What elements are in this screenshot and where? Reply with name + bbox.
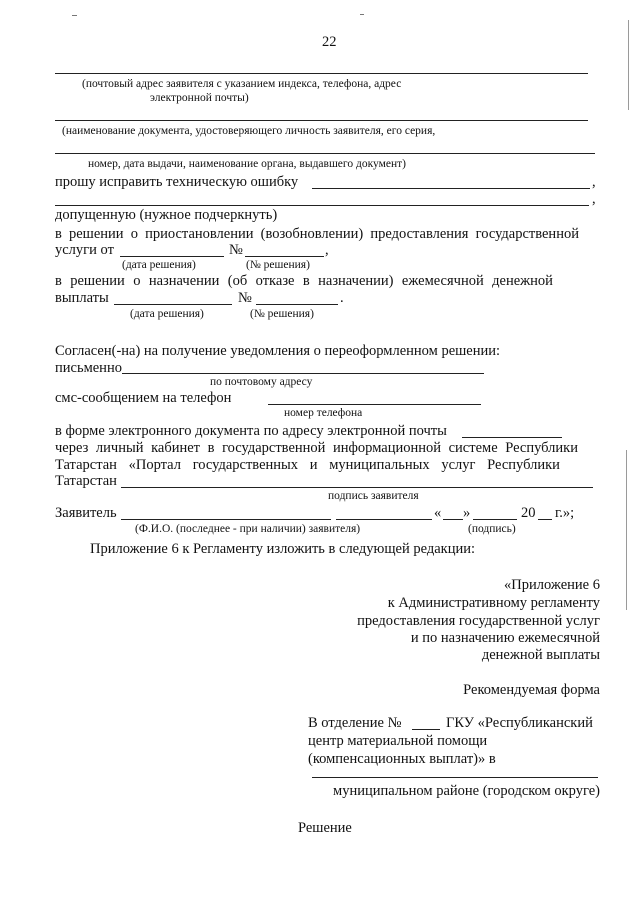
email-line[interactable] [462,437,562,438]
suspension-date-line[interactable] [120,256,224,257]
department-prefix: В отделение № [308,715,402,731]
tatarstan-label: Татарстан [55,473,117,489]
address-caption: электронной почты) [150,92,249,104]
word: (возобновлении) [260,226,364,242]
signature-caption: подпись заявителя [328,490,419,502]
consent-title: Согласен(-на) на получение уведомления о переоформленном решении: [55,343,501,359]
assignment-number-line[interactable] [256,304,338,305]
scan-speck [72,15,77,16]
word: ежемесячной [401,273,484,289]
day-line[interactable] [443,519,463,520]
address-line[interactable] [55,73,588,74]
phone-caption: номер телефона [284,407,363,419]
word: Республики [487,457,560,473]
department-number-line[interactable] [412,729,440,730]
word: приостановлении [145,226,254,242]
word: в [302,273,310,289]
word: (об [227,273,248,289]
assignment-option[interactable] [55,273,553,289]
word: денежной [492,273,553,289]
postal-address-line[interactable] [122,373,484,374]
recommended-form-label: Рекомендуемая форма [463,682,600,698]
page-number: 22 [322,34,337,50]
applicant-sign-line[interactable] [336,519,432,520]
identity-caption: номер, дата выдачи, наименование органа, выдавшего документ) [88,158,406,170]
month-line[interactable] [473,519,517,520]
quote-open: « [434,505,442,521]
name-caption: (Ф.И.О. (последнее - при наличии) заявителя) [135,523,361,535]
electronic-label: в форме электронного документа по адресу электронной почты [55,423,447,439]
suspension-option[interactable] [55,226,579,242]
page-edge-shadow [628,20,629,110]
word: предоставления [370,226,469,242]
word: личный [95,440,144,456]
cabinet-option[interactable] [55,440,578,456]
service-from-label: услуги от [55,242,114,258]
committed-label: допущенную (нужное подчеркнуть) [55,207,278,223]
date-caption: (дата решения) [122,259,196,271]
comma: , [592,174,596,190]
addressee-line: центр материальной помощи [308,733,488,749]
appendix-line: денежной выплаты [481,647,600,663]
address-caption: (почтовый адрес заявителя с указанием индекса, телефона, адрес [82,78,402,90]
comma: , [592,191,596,207]
addressee-line: (компенсационных выплат)» в [308,751,496,767]
word: кабинет [151,440,201,456]
portal-text [55,457,560,473]
word: отказе [255,273,295,289]
payment-label: выплаты [55,290,109,306]
number-sign: № [238,290,252,306]
year-line[interactable] [538,519,552,520]
phone-line[interactable] [268,404,481,405]
applicant-label: Заявитель [55,505,117,521]
number-sign: № [229,242,243,258]
identity-line[interactable] [55,153,595,154]
error-description-line[interactable] [55,205,589,206]
word: через [55,440,89,456]
postal-caption: по почтовому адресу [210,376,313,388]
error-description-line[interactable] [312,188,590,189]
appendix-line: и по назначению ежемесячной [410,630,600,646]
suspension-number-line[interactable] [245,256,324,257]
written-label: письменно [55,360,122,376]
appendix-line: «Приложение 6 [504,577,600,593]
amendment-statement: Приложение 6 к Регламенту изложить в следующей редакции: [90,541,476,557]
word: Татарстан [55,457,117,473]
identity-line[interactable] [55,120,588,121]
sign-caption: (подпись) [468,523,516,535]
comma: , [325,242,329,258]
number-caption: (№ решения) [250,308,314,320]
period: . [340,290,344,306]
addressee-line: муниципальном районе (городском округе) [333,783,600,799]
word: и [309,457,318,473]
number-caption: (№ решения) [246,259,310,271]
word: о [130,226,138,242]
district-line[interactable] [312,777,598,778]
department-rest: ГКУ «Республиканский [446,715,593,731]
year-suffix: г.»; [555,505,575,521]
quote-close: » [463,505,471,521]
sms-label: смс-сообщением на телефон [55,390,232,406]
word: информационной [333,440,442,456]
word: «Портал [128,457,181,473]
word: государственных [192,457,299,473]
word: в [55,226,62,242]
applicant-signature-line[interactable] [121,487,593,488]
appendix-line: предоставления государственной услуг [357,613,600,629]
identity-caption: (наименование документа, удостоверяющего личность заявителя, его серия, [62,125,436,137]
word: решении [70,273,125,289]
word: системе [448,440,498,456]
word: назначении) [318,273,394,289]
word: в [55,273,62,289]
word: решении [69,226,124,242]
year-prefix: 20 [521,505,536,521]
applicant-name-line[interactable] [121,519,331,520]
assignment-date-line[interactable] [114,304,232,305]
word: услуг [441,457,476,473]
word: муниципальных [329,457,430,473]
page-edge-shadow [626,450,627,610]
word: государственной [222,440,326,456]
decision-title: Решение [298,820,352,836]
fix-request-label: прошу исправить техническую ошибку [55,174,299,190]
word: о [133,273,141,289]
scan-speck [360,14,364,15]
word: назначении [148,273,220,289]
word: в [207,440,215,456]
appendix-line: к Административному регламенту [387,595,600,611]
word: государственной [475,226,579,242]
word: Республики [505,440,578,456]
date-caption: (дата решения) [130,308,204,320]
